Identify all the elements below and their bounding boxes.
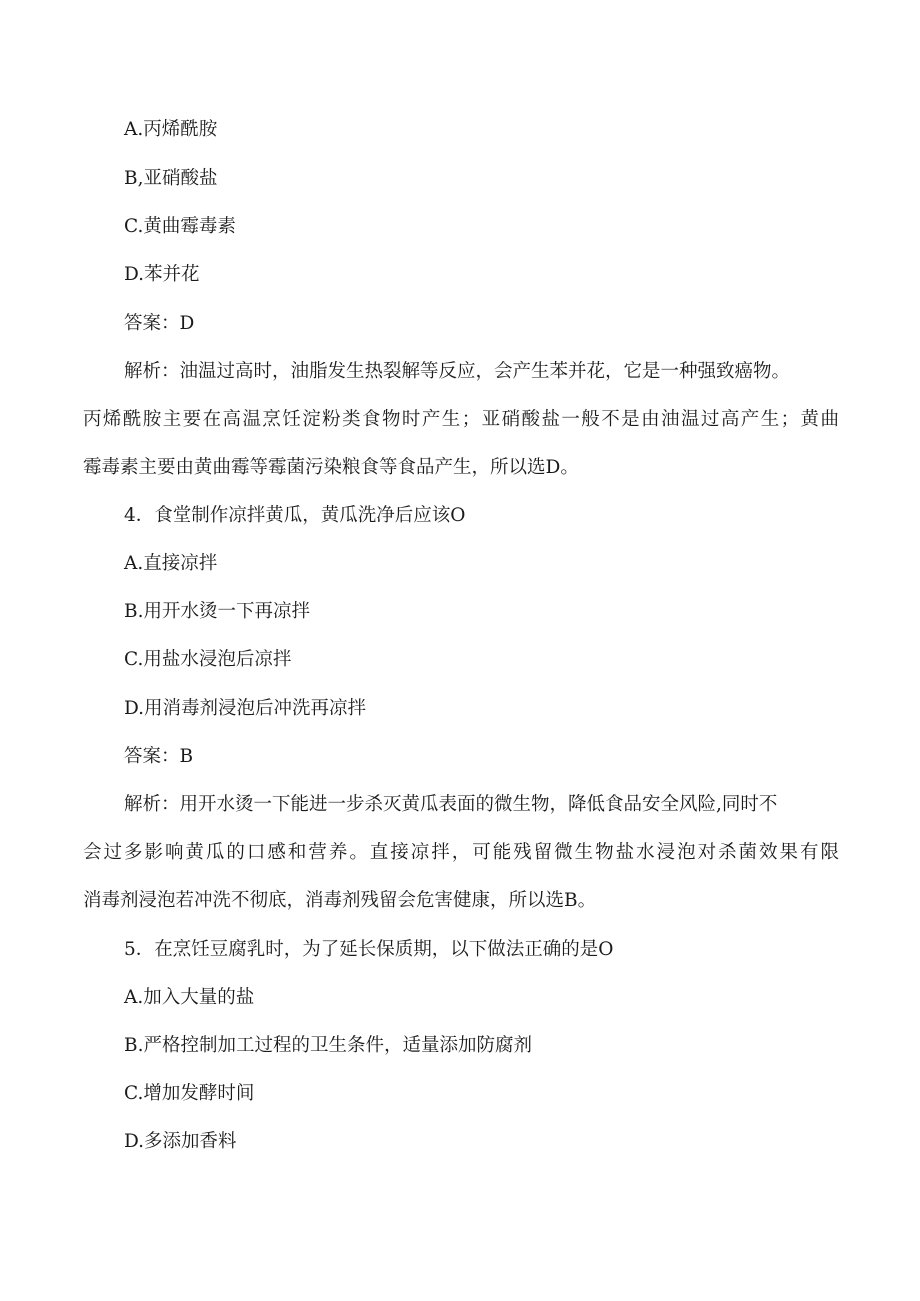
q4-option-b: B.用开水烫一下再凉拌 (124, 601, 310, 622)
q4-explanation-line-2: 会过多影响黄瓜的口感和营养。直接凉拌，可能残留微生物盐水浸泡对杀菌效果有限 (83, 842, 839, 863)
q4-answer: 答案：B (124, 746, 194, 767)
q4-option-a: A.直接凉拌 (124, 553, 218, 574)
q3-explanation-line-2: 丙烯酰胺主要在高温烹饪淀粉类食物时产生；亚硝酸盐一般不是由油温过高产生；黄曲 (83, 409, 839, 430)
q4-question: 4．食堂制作凉拌黄瓜，黄瓜洗净后应该O (124, 505, 466, 526)
q4-explanation-line-3: 消毒剂浸泡若冲洗不彻底，消毒剂残留会危害健康，所以选B。 (83, 890, 597, 911)
q3-option-a: A.丙烯酰胺 (124, 119, 218, 140)
q4-explanation-line-1: 解析：用开水烫一下能进一步杀灭黄瓜表面的微生物，降低食品安全风险,同时不 (124, 794, 778, 815)
q3-explanation-line-1: 解析：油温过高时，油脂发生热裂解等反应，会产生苯并花，它是一种强致癌物。 (124, 361, 791, 382)
q4-option-d: D.用消毒剂浸泡后冲洗再凉拌 (124, 698, 367, 719)
q3-explanation-line-3: 霉毒素主要由黄曲霉等霉菌污染粮食等食品产生，所以选D。 (83, 457, 579, 478)
q5-option-a: A.加入大量的盐 (124, 987, 255, 1008)
q5-option-c: C.增加发酵时间 (124, 1083, 255, 1104)
q5-question: 5．在烹饪豆腐乳时，为了延长保质期，以下做法正确的是O (124, 939, 614, 960)
q3-option-d: D.苯并花 (124, 264, 200, 285)
q5-option-b: B.严格控制加工过程的卫生条件，适量添加防腐剂 (124, 1035, 532, 1056)
q4-option-c: C.用盐水浸泡后凉拌 (124, 649, 292, 670)
q5-option-d: D.多添加香料 (124, 1131, 237, 1152)
q3-option-b: B,亚硝酸盐 (124, 168, 218, 189)
q3-option-c: C.黄曲霉毒素 (124, 216, 236, 237)
q3-answer: 答案：D (124, 313, 195, 334)
